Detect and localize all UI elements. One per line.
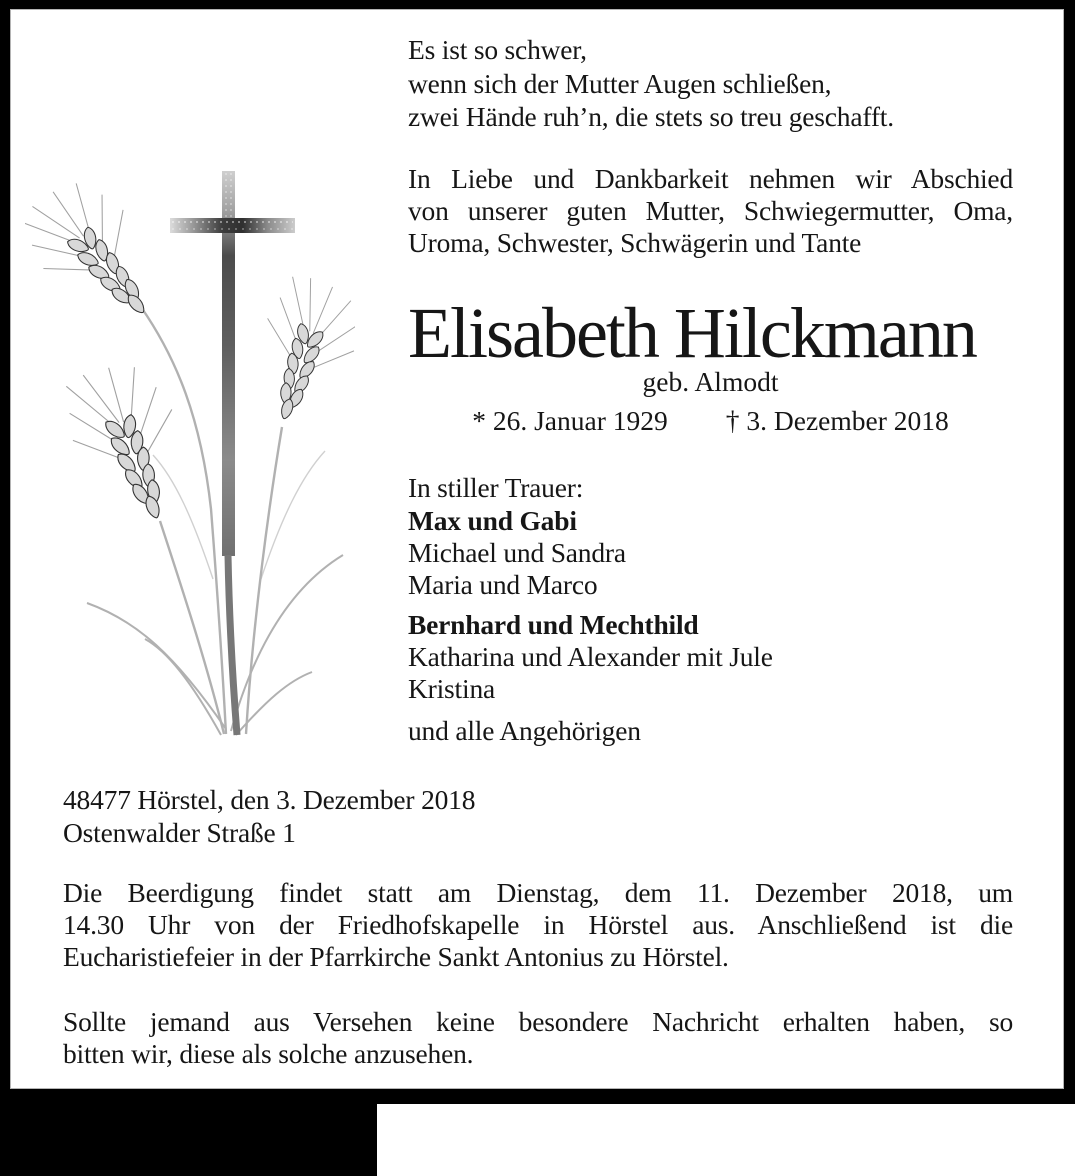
funeral-details-paragraph bbox=[63, 877, 1013, 973]
notification-note-paragraph bbox=[63, 1006, 1013, 1070]
mourner-entry: Katharina und Alexander mit Jule bbox=[408, 641, 773, 672]
intro-line: von unserer guten Mutter, Schwiegermutter, Oma, bbox=[408, 195, 1013, 226]
birth-date: * 26. Januar 1929 bbox=[472, 405, 668, 436]
funeral-line: Eucharistiefeier in der Pfarrkirche Sankt Antonius zu Hörstel. bbox=[63, 941, 729, 972]
mourner-entry: Max und Gabi bbox=[408, 505, 577, 536]
scan-artifact-block bbox=[0, 1104, 377, 1176]
deceased-name: Elisabeth Hilckmann bbox=[408, 293, 976, 373]
cross-icon bbox=[170, 171, 295, 735]
mourners-closing: und alle Angehörigen bbox=[408, 715, 641, 746]
wheat-ear-icon bbox=[241, 270, 355, 433]
opening-verse bbox=[408, 33, 1013, 134]
verse-line: wenn sich der Mutter Augen schließen, bbox=[408, 67, 832, 99]
note-line: Sollte jemand aus Versehen keine besondere Nachricht erhalten haben, so bbox=[63, 1006, 1013, 1037]
mourner-entry: Bernhard und Mechthild bbox=[408, 609, 699, 640]
note-line: bitten wir, diese als solche anzusehen. bbox=[63, 1038, 474, 1069]
obituary-paper bbox=[10, 9, 1064, 1089]
funeral-line: Die Beerdigung findet statt am Dienstag, dem 11. Dezember 2018, um bbox=[63, 877, 1013, 908]
mourners-list bbox=[408, 505, 1013, 747]
address-block bbox=[63, 784, 1013, 849]
mourner-entry: Michael und Sandra bbox=[408, 537, 626, 568]
life-dates bbox=[408, 404, 1013, 437]
address-line: 48477 Hörstel, den 3. Dezember 2018 bbox=[63, 784, 476, 815]
mourning-heading: In stiller Trauer: bbox=[408, 472, 584, 503]
wheat-ear-icon bbox=[52, 350, 206, 536]
wheat-cross-illustration bbox=[25, 159, 355, 747]
funeral-line: 14.30 Uhr von der Friedhofskapelle in Hörstel aus. Anschließend ist die bbox=[63, 909, 1013, 940]
intro-line: In Liebe und Dankbarkeit nehmen wir Abschied bbox=[408, 163, 1013, 194]
intro-paragraph bbox=[408, 163, 1013, 259]
intro-line: Uroma, Schwester, Schwägerin und Tante bbox=[408, 227, 862, 258]
address-line: Ostenwalder Straße 1 bbox=[63, 816, 296, 848]
verse-line: zwei Hände ruh’n, die stets so treu geschafft. bbox=[408, 101, 894, 132]
mourner-entry: Maria und Marco bbox=[408, 569, 598, 600]
death-date: † 3. Dezember 2018 bbox=[725, 405, 949, 436]
maiden-name: geb. Almodt bbox=[642, 366, 779, 397]
mourner-entry: Kristina bbox=[408, 673, 495, 704]
wheat-ear-icon bbox=[25, 163, 182, 343]
verse-line: Es ist so schwer, bbox=[408, 34, 587, 65]
